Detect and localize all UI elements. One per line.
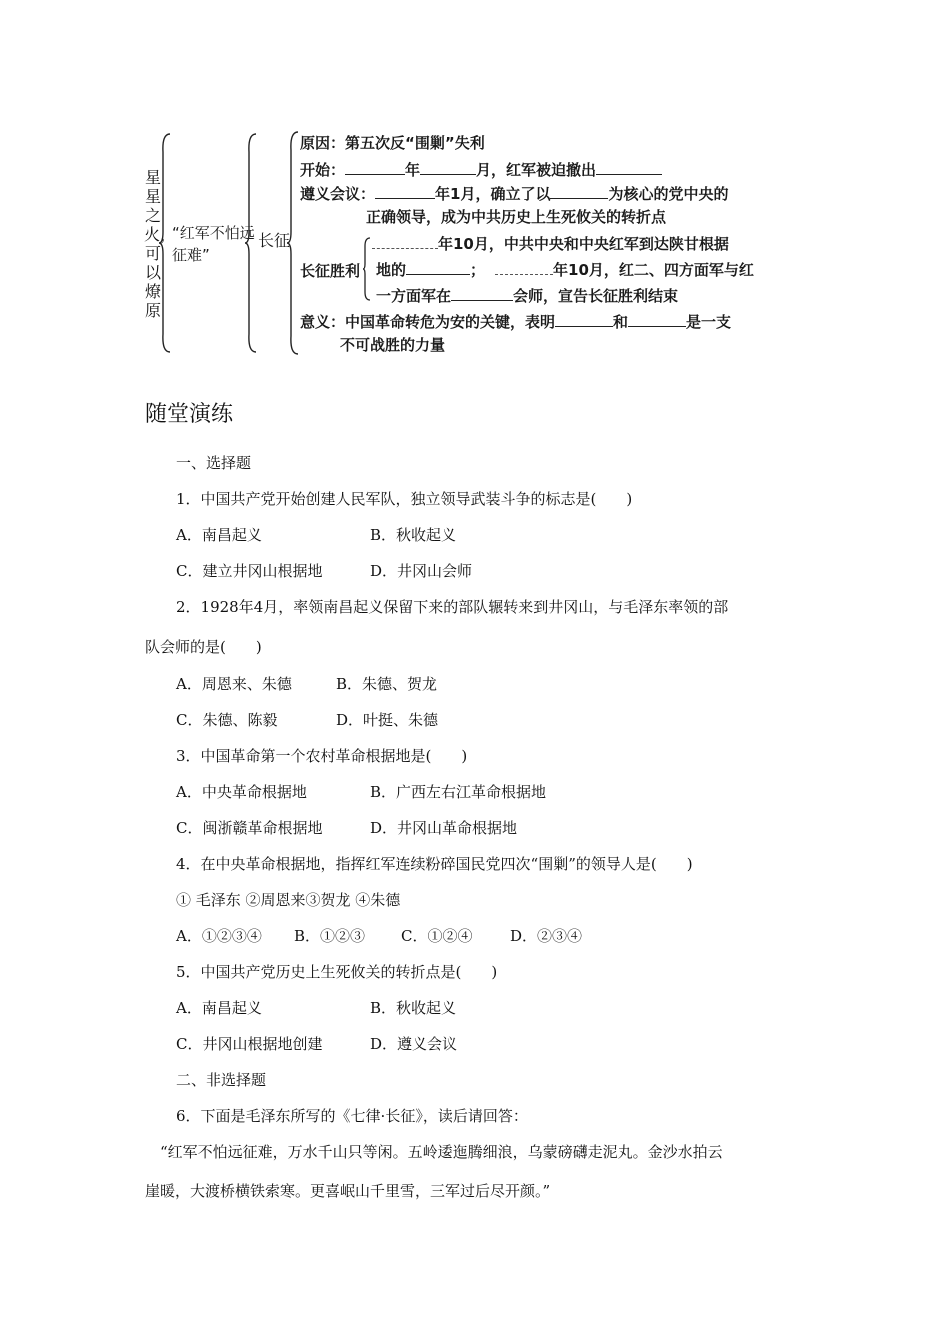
start-month-blank: [420, 160, 476, 175]
q1-option-a: A．南昌起义: [176, 526, 262, 544]
start-month-suffix: 月，红军被迫撤出: [476, 161, 597, 179]
diagram-sub-text: “红军不怕远征难”: [172, 224, 255, 264]
victory-line3-a: 一方面军在: [376, 287, 452, 305]
start-year-blank: [345, 160, 405, 175]
diagram-node-text: 长征: [258, 231, 291, 250]
q2-option-d: D．叶挺、朱德: [336, 711, 439, 729]
q3-option-a: A．中央革命根据地: [176, 783, 307, 801]
start-year-suffix: 年: [405, 161, 421, 179]
q4-option-d: D．②③④: [510, 927, 583, 945]
right-brace: [286, 130, 300, 356]
section-title: 随堂演练: [145, 402, 234, 427]
zunyi-tail: 为核心的党中央的: [608, 185, 729, 203]
meaning-line2: 不可战胜的力量: [340, 336, 446, 354]
q5-option-d: D．遵义会议: [370, 1035, 458, 1053]
q1-option-d: D．井冈山会师: [370, 562, 473, 580]
q6-stem: 6．下面是毛泽东所写的《七律·长征》，读后请回答：: [176, 1107, 528, 1125]
zunyi-line: [300, 184, 728, 203]
meaning-and: 和: [613, 313, 629, 331]
part1-title: 一、选择题: [176, 454, 252, 472]
q1-option-c: C．建立井冈山根据地: [176, 562, 323, 580]
q1-option-b: B．秋收起义: [370, 526, 457, 544]
meaning-label: 意义：中国革命转危为安的关键，表明: [300, 313, 556, 331]
zunyi-mid: 年1月，确立了以: [435, 185, 551, 203]
reason-line: 原因：第五次反“围剿”失利: [300, 134, 485, 152]
q5-option-c: C．井冈山根据地创建: [176, 1035, 323, 1053]
q5-option-b: B．秋收起义: [370, 999, 457, 1017]
part2-title: 二、非选择题: [176, 1071, 267, 1089]
zunyi-label: 遵义会议：: [300, 185, 376, 203]
victory-line1-text: 年10月，中共中央和中央红军到达陕甘根据: [438, 235, 729, 253]
victory-line2: [376, 260, 754, 279]
q3-option-b: B．广西左右江革命根据地: [370, 783, 547, 801]
q4-stem: 4．在中央革命根据地，指挥红军连续粉碎国民党四次“围剿”的领导人是( ): [176, 855, 693, 873]
victory-year1-blank: [372, 234, 438, 249]
start-label: 开始：: [300, 161, 346, 179]
victory-line1: [372, 234, 729, 253]
meaning-blank2: [628, 312, 686, 327]
victory-brace: [362, 236, 372, 302]
q2-stem-line2: 队会师的是( ): [145, 638, 262, 656]
meaning-line: [300, 312, 731, 331]
q4-option-b: B．①②③: [294, 927, 366, 945]
q6-poem-line1: “红军不怕远征难，万水千山只等闲。五岭逶迤腾细浪，乌蒙磅礴走泥丸。金沙水拍云: [160, 1143, 723, 1161]
q6-poem-line2: 崖暖，大渡桥横铁索寒。更喜岷山千里雪，三军过后尽开颜。”: [145, 1182, 551, 1200]
victory-label: 长征胜利: [300, 262, 361, 280]
q2-option-a: A．周恩来、朱德: [176, 675, 292, 693]
q3-option-d: D．井冈山革命根据地: [370, 819, 518, 837]
q5-stem: 5．中国共产党历史上生死攸关的转折点是( ): [176, 963, 498, 981]
concept-diagram: [140, 126, 790, 362]
q4-option-a: A．①②③④: [176, 927, 262, 945]
zunyi-year-blank: [375, 184, 435, 199]
q4-option-c: C．①②④: [401, 927, 473, 945]
q2-option-b: B．朱德、贺龙: [336, 675, 438, 693]
zunyi-core-blank: [550, 184, 608, 199]
zunyi-line2: 正确领导，成为中共历史上生死攸关的转折点: [366, 208, 667, 226]
q3-stem: 3．中国革命第一个农村革命根据地是( ): [176, 747, 468, 765]
victory-place-blank: [406, 260, 470, 275]
q2-option-c: C．朱德、陈毅: [176, 711, 278, 729]
meaning-tail: 是一支: [686, 313, 732, 331]
q4-items: ① 毛泽东 ②周恩来③贺龙 ④朱德: [176, 891, 401, 909]
victory-line2-a: 地的: [376, 261, 407, 279]
victory-line3: [376, 286, 678, 305]
start-line: [300, 160, 662, 179]
victory-line3-b: 会师，宣告长征胜利结束: [513, 287, 679, 305]
victory-line2-b: ；: [470, 261, 486, 279]
q3-option-c: C．闽浙赣革命根据地: [176, 819, 323, 837]
left-brace: [158, 132, 172, 354]
q1-stem: 1．中国共产党开始创建人民军队，独立领导武装斗争的标志是( ): [176, 490, 633, 508]
start-place-blank: [596, 160, 662, 175]
victory-meeting-blank: [451, 286, 513, 301]
q5-option-a: A．南昌起义: [176, 999, 262, 1017]
q2-stem-line1: 2．1928年4月，率领南昌起义保留下来的部队辗转来到井冈山，与毛泽东率领的部: [176, 598, 729, 616]
victory-year2-blank: [495, 260, 553, 275]
middle-brace: [244, 132, 258, 354]
diagram-root-text: 星星之火，可以燎原: [144, 168, 177, 320]
meaning-blank1: [555, 312, 613, 327]
victory-line2-c: 年10月，红二、四方面军与红: [553, 261, 754, 279]
